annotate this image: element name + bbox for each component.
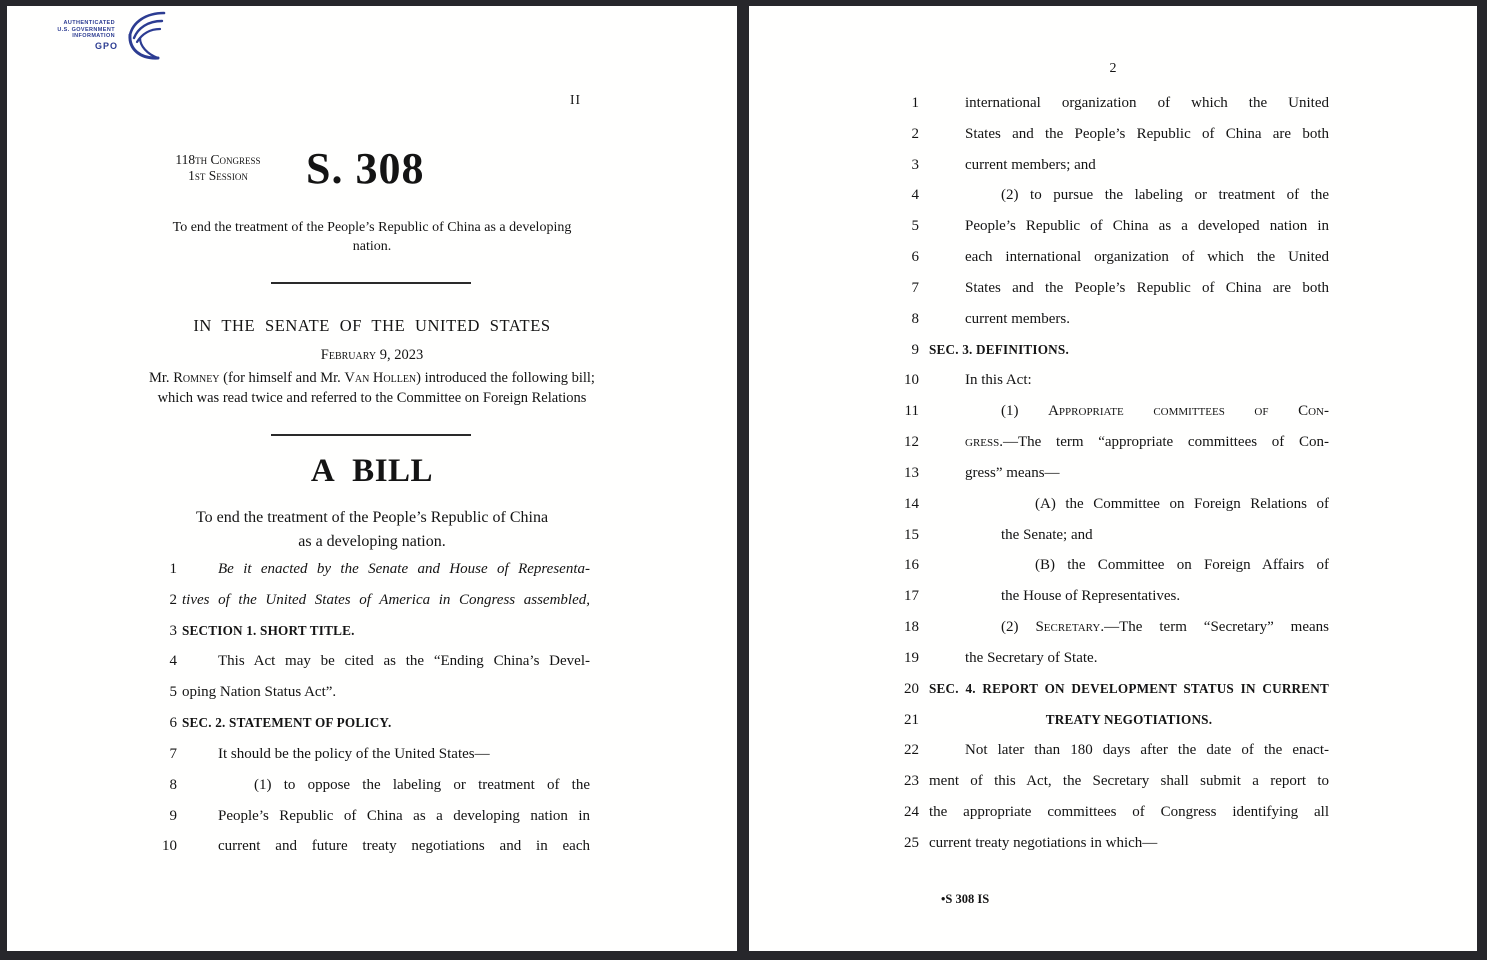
text-segment: current members. (965, 310, 1070, 327)
gpo-authenticated-logo (55, 10, 165, 66)
line-text (182, 739, 590, 770)
line-text (182, 708, 590, 739)
bill-preamble-line2: nation. (352, 239, 392, 254)
line-text (929, 396, 1329, 427)
congress-label: 118th Congress (175, 152, 261, 167)
text-segment: (2) to pursue the labeling or treatment of the (1001, 187, 1329, 204)
text-segment: Be it enacted by the Senate and House of Representa- (218, 561, 590, 577)
bill-preamble-line1: To end the treatment of the People’s Republic of China as a developing (172, 220, 572, 235)
line-text (929, 828, 1329, 859)
line-number: 20 (904, 680, 919, 697)
text-segment: the Secretary of State. (965, 649, 1098, 666)
line-text (929, 427, 1329, 458)
line-number: 3 (169, 622, 177, 639)
p2-line-4 (892, 180, 1336, 211)
p2-line-3 (892, 150, 1336, 181)
text-segment: the Senate; and (1001, 526, 1093, 543)
line-text (929, 766, 1329, 797)
line-number: 22 (904, 742, 919, 759)
line-number: 1 (911, 95, 919, 111)
p2-line-21 (892, 705, 1336, 736)
line-text (182, 616, 590, 647)
line-number: 4 (169, 653, 177, 670)
p1-line-2 (150, 585, 596, 616)
gpo-logo-text (55, 20, 115, 40)
p1-line-3 (150, 616, 596, 647)
text-segment: current members; and (965, 156, 1096, 173)
p2-line-16 (892, 550, 1336, 581)
text-segment: the House of Representatives. (1001, 588, 1181, 605)
p2-line-8 (892, 304, 1336, 335)
text-segment: tives of the United States of America in Congress assembled, (182, 591, 590, 608)
text-segment: each international organization of which the United (965, 249, 1329, 266)
p2-line-9 (892, 335, 1336, 366)
line-number: 25 (904, 834, 919, 851)
gpo-logo-text-line2: U.S. GOVERNMENT (57, 26, 115, 33)
p2-line-14 (892, 489, 1336, 520)
congress-session-block (155, 152, 281, 183)
p2-line-7 (892, 273, 1336, 304)
bill-preamble (7, 218, 737, 256)
small-caps-text: Van Hollen (344, 370, 417, 386)
line-number: 17 (904, 588, 919, 605)
line-number: 21 (904, 711, 919, 728)
line-number: 9 (169, 807, 177, 824)
introduction-date: February 9, 2023 (320, 347, 424, 363)
line-number: 5 (911, 218, 919, 235)
line-text (929, 643, 1329, 674)
text-segment: (for himself and Mr. (219, 370, 345, 386)
horizontal-rule (271, 282, 471, 284)
p2-line-24 (892, 797, 1336, 828)
p1-line-9 (150, 801, 596, 832)
text-segment: States and the People’s Republic of China are both (965, 279, 1329, 296)
line-number: 1 (169, 561, 177, 577)
text-segment: TREATY NEGOTIATIONS. (1045, 711, 1213, 727)
text-segment: (B) the Committee on Foreign Affairs of (1035, 557, 1329, 574)
line-number: 7 (911, 279, 919, 296)
p1-line-5 (150, 677, 596, 708)
page2-folio: 2 (1109, 61, 1117, 76)
chamber-heading: IN THE SENATE OF THE UNITED STATES (193, 316, 551, 335)
p2-line-23 (892, 766, 1336, 797)
p2-line-10 (892, 365, 1336, 396)
line-text (929, 489, 1329, 520)
line-number: 14 (904, 495, 919, 512)
line-number: 6 (911, 249, 919, 266)
bill-subtitle-line2: as a developing nation. (298, 533, 446, 550)
line-text (929, 273, 1329, 304)
line-text (929, 150, 1329, 181)
p2-line-25 (892, 828, 1336, 859)
text-segment: SEC. 3. DEFINITIONS. (929, 341, 1069, 357)
text-segment: (A) the Committee on Foreign Relations of (1035, 495, 1329, 512)
p1-line-8 (150, 770, 596, 801)
line-number: 6 (169, 715, 177, 732)
p2-line-15 (892, 520, 1336, 551)
line-number: 16 (904, 557, 919, 574)
line-number: 4 (911, 187, 919, 204)
p1-line-4 (150, 646, 596, 677)
text-segment: .—The term “appropriate committees of Con- (999, 434, 1329, 451)
text-segment: gress” means— (965, 464, 1060, 481)
text-segment: SEC. 2. STATEMENT OF POLICY. (182, 715, 392, 731)
line-number: 19 (904, 649, 919, 666)
p1-line-6 (150, 708, 596, 739)
p2-line-6 (892, 242, 1336, 273)
p2-line-18 (892, 612, 1336, 643)
line-text (929, 242, 1329, 273)
text-segment: ment of this Act, the Secretary shall submit a report to (929, 773, 1329, 790)
line-text (929, 581, 1329, 612)
small-caps-text: gress (965, 434, 1000, 451)
line-number: 2 (911, 125, 919, 142)
gpo-logo-text-line1: AUTHENTICATED (63, 20, 115, 26)
line-text (929, 797, 1329, 828)
bill-subtitle-line1: To end the treatment of the People’s Republic of China (195, 509, 549, 526)
text-segment: .—The term “Secretary” means (1100, 619, 1329, 636)
line-text (929, 304, 1329, 335)
session-label: 1st Session (188, 167, 248, 183)
line-number: 5 (169, 684, 177, 701)
p2-line-20 (892, 674, 1336, 705)
line-number: 15 (904, 526, 919, 543)
page1-body-lines (150, 554, 596, 862)
gpo-logo-label: GPO (95, 41, 119, 51)
bill-number: S. 308 (306, 144, 425, 193)
line-text (929, 735, 1329, 766)
line-text (929, 119, 1329, 150)
p2-line-5 (892, 211, 1336, 242)
text-segment: States and the People’s Republic of China are both (965, 125, 1329, 142)
line-text (929, 705, 1329, 736)
line-number: 13 (904, 464, 919, 481)
gpo-logo-text-line3: INFORMATION (72, 33, 115, 39)
line-text (182, 770, 590, 801)
bill-heading: A BILL (310, 453, 434, 489)
line-number: 7 (169, 745, 177, 762)
p1-line-7 (150, 739, 596, 770)
bill-page-2 (749, 6, 1477, 951)
line-number: 11 (904, 403, 919, 420)
text-segment: oping Nation Status Act”. (182, 684, 337, 701)
line-text (929, 88, 1329, 119)
line-text (182, 677, 590, 708)
bill-page-1 (7, 6, 737, 951)
text-segment: current and future treaty negotiations and in each (218, 838, 590, 855)
line-text (929, 458, 1329, 489)
text-segment: (1) to oppose the labeling or treatment of the (254, 776, 590, 793)
horizontal-rule (271, 434, 471, 436)
text-segment: the appropriate committees of Congress identifying all (929, 804, 1329, 821)
text-segment: international organization of which the United (965, 95, 1329, 111)
line-number: 8 (169, 776, 177, 793)
small-caps-text: Romney (173, 370, 220, 386)
line-number: 18 (904, 619, 919, 636)
p1-line-10 (150, 831, 596, 862)
line-number: 9 (911, 341, 919, 358)
line-text (182, 585, 590, 616)
text-segment: This Act may be cited as the “Ending China’s Devel- (218, 653, 590, 670)
page2-body-lines (892, 88, 1336, 859)
text-segment: People’s Republic of China as a developed nation in (965, 218, 1329, 235)
line-number: 10 (904, 372, 919, 389)
line-number: 24 (904, 804, 919, 821)
text-segment: In this Act: (965, 372, 1032, 389)
p2-line-19 (892, 643, 1336, 674)
line-number: 23 (904, 773, 919, 790)
text-segment: which was read twice and referred to the Committee on Foreign Relations (157, 390, 587, 406)
text-segment: (1) (1001, 403, 1049, 420)
line-number: 12 (904, 434, 919, 451)
p2-line-22 (892, 735, 1336, 766)
text-segment: SECTION 1. SHORT TITLE. (182, 622, 355, 638)
text-segment: It should be the policy of the United States— (218, 745, 490, 762)
line-text (929, 674, 1329, 705)
line-text (182, 831, 590, 862)
gpo-eagle-icon (117, 10, 167, 64)
sponsor-statement-line1 (7, 368, 737, 388)
line-text (182, 554, 590, 585)
text-segment: People’s Republic of China as a developing nation in (218, 807, 590, 824)
line-number: 10 (162, 838, 177, 855)
p2-line-11 (892, 396, 1336, 427)
line-text (929, 335, 1329, 366)
text-segment: Mr. (149, 370, 174, 386)
sponsor-statement-line2 (7, 388, 737, 408)
line-text (929, 520, 1329, 551)
line-text (182, 646, 590, 677)
text-segment: SEC. 4. REPORT ON DEVELOPMENT STATUS IN CURRENT (929, 680, 1329, 696)
p1-line-1 (150, 554, 596, 585)
text-segment: (2) (1001, 619, 1036, 636)
p2-line-1 (892, 88, 1336, 119)
line-number: 2 (169, 591, 177, 608)
line-text (929, 612, 1329, 643)
text-segment: current treaty negotiations in which— (929, 834, 1158, 851)
bill-id-footer: •S 308 IS (941, 892, 990, 906)
line-number: 8 (911, 310, 919, 327)
line-text (929, 211, 1329, 242)
text-segment: ) introduced the following bill; (416, 370, 595, 386)
p2-line-2 (892, 119, 1336, 150)
p2-line-17 (892, 581, 1336, 612)
line-number: 3 (911, 156, 919, 173)
line-text (929, 365, 1329, 396)
small-caps-text: Secretary (1035, 619, 1101, 636)
p2-line-12 (892, 427, 1336, 458)
p2-line-13 (892, 458, 1336, 489)
line-text (929, 180, 1329, 211)
text-segment: Not later than 180 days after the date of the enact- (965, 742, 1329, 759)
line-text (929, 550, 1329, 581)
line-text (182, 801, 590, 832)
page1-folio: II (570, 92, 581, 107)
small-caps-text: Appropriate committees of Con- (1048, 403, 1329, 420)
